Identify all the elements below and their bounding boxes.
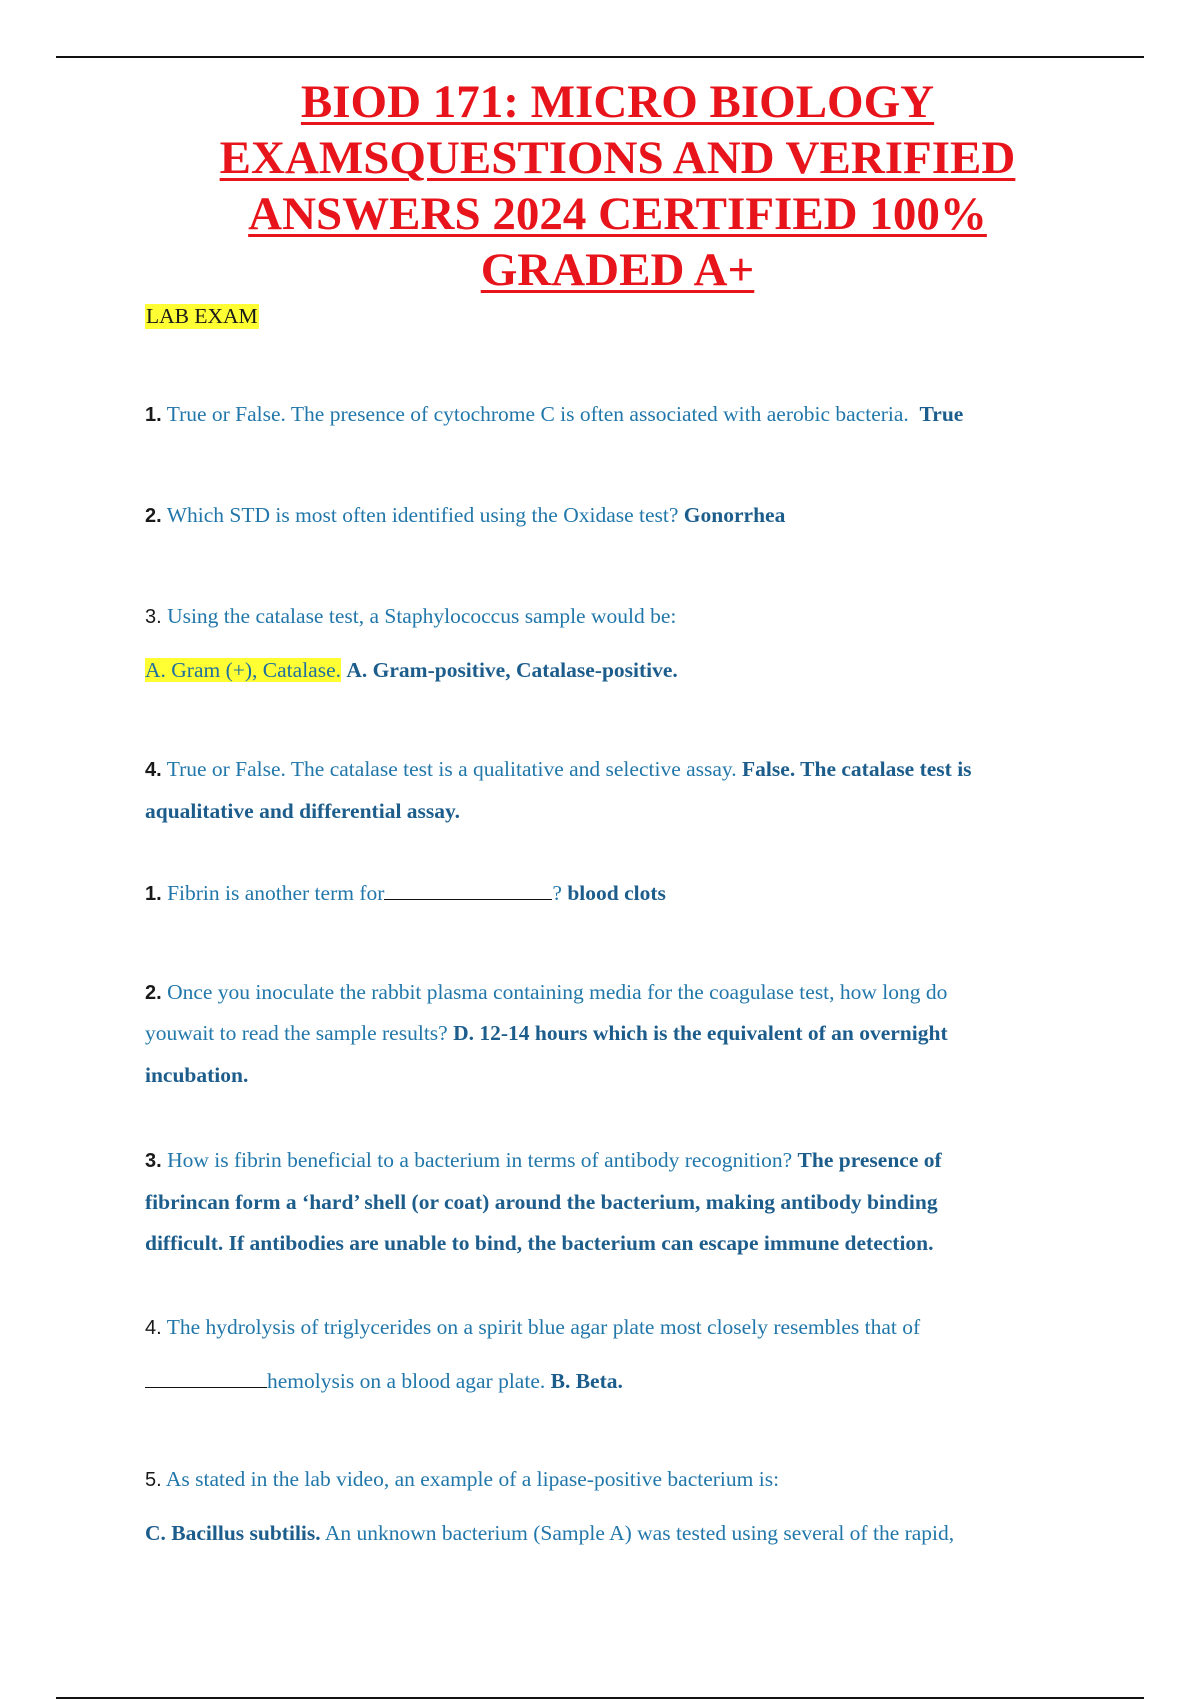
- answer-text: False. The catalase test is: [742, 757, 972, 781]
- question-9: [145, 1467, 779, 1492]
- question-4: [145, 757, 972, 782]
- question-2: [145, 503, 785, 528]
- answer-text: blood clots: [567, 881, 666, 905]
- question-text: True or False. The catalase test is a qualitative and selective assay.: [166, 757, 737, 781]
- question-text: How is fibrin beneficial to a bacterium in terms of antibody recognition?: [167, 1148, 793, 1172]
- answer-text: D. 12-14 hours which is the equivalent of an overnight: [453, 1021, 948, 1045]
- fill-in-blank: [145, 1369, 267, 1388]
- answer-text: difficult. If antibodies are unable to bind, the bacterium can escape immune detection.: [145, 1231, 934, 1255]
- question-7: [145, 1148, 942, 1173]
- fill-in-blank: [384, 881, 552, 900]
- answer-text: The presence of: [797, 1148, 942, 1172]
- question-text: The hydrolysis of triglycerides on a spirit blue agar plate most closely resembles that of: [166, 1315, 921, 1339]
- question-number: 3.: [145, 1150, 162, 1172]
- top-rule: [56, 56, 1144, 58]
- question-text: As stated in the lab video, an example of a lipase-positive bacterium is:: [165, 1467, 780, 1491]
- question-number: 5.: [145, 1469, 162, 1491]
- question-6: [145, 980, 947, 1005]
- question-number: 4.: [145, 1317, 162, 1339]
- title-line-2: EXAMSQUESTIONS AND VERIFIED: [219, 132, 1016, 184]
- question-number: 1.: [145, 883, 162, 905]
- document-title: [150, 74, 1085, 298]
- question-3: [145, 604, 676, 629]
- question-5: [145, 881, 666, 906]
- question-number: 3.: [145, 606, 162, 628]
- question-number: 4.: [145, 759, 162, 781]
- question-text: Fibrin is another term for: [167, 881, 385, 905]
- answer-text: B. Beta.: [550, 1369, 623, 1393]
- question-number: 2.: [145, 505, 162, 527]
- bottom-rule: [56, 1697, 1144, 1699]
- question-text: True or False. The presence of cytochrome C is often associated with aerobic bacteria.: [166, 402, 909, 426]
- question-1: [145, 402, 963, 427]
- question-number: 1.: [145, 404, 162, 426]
- question-8-cont: [145, 1369, 623, 1394]
- question-7-answer-cont-2: [145, 1231, 934, 1256]
- question-number: 2.: [145, 982, 162, 1004]
- question-7-answer-cont: [145, 1190, 938, 1215]
- highlighted-answer: A. Gram (+), Catalase.: [145, 658, 341, 682]
- question-6-answer-cont: [145, 1063, 248, 1088]
- question-text: Which STD is most often identified using the Oxidase test?: [166, 503, 679, 527]
- title-line-4: GRADED A+: [480, 244, 755, 296]
- title-line-3: ANSWERS 2024 CERTIFIED 100%: [248, 188, 987, 240]
- answer-text: C. Bacillus subtilis.: [145, 1521, 321, 1545]
- section-label: LAB EXAM: [146, 304, 258, 328]
- answer-text: Gonorrhea: [683, 503, 786, 527]
- question-4-answer-cont: [145, 799, 460, 824]
- answer-text: aqualitative and differential assay.: [145, 799, 460, 823]
- answer-text: A. Gram-positive, Catalase-positive.: [346, 658, 678, 682]
- question-text: Using the catalase test, a Staphylococcus sample would be:: [167, 604, 677, 628]
- question-6-cont: [145, 1021, 948, 1046]
- question-text: hemolysis on a blood agar plate.: [267, 1369, 546, 1393]
- title-line-1: BIOD 171: MICRO BIOLOGY: [300, 76, 935, 128]
- question-text: Once you inoculate the rabbit plasma containing media for the coagulase test, how long do: [167, 980, 948, 1004]
- answer-text: True: [919, 402, 964, 426]
- question-8: [145, 1315, 920, 1340]
- answer-text: incubation.: [145, 1063, 249, 1087]
- question-text: An unknown bacterium (Sample A) was tested using several of the rapid,: [324, 1521, 955, 1545]
- question-3-answer: [145, 658, 678, 683]
- question-9-answer: [145, 1521, 954, 1546]
- question-text: youwait to read the sample results?: [145, 1021, 448, 1045]
- answer-text: fibrincan form a ‘hard’ shell (or coat) around the bacterium, making antibody binding: [145, 1190, 938, 1214]
- question-text-end: ?: [552, 881, 562, 905]
